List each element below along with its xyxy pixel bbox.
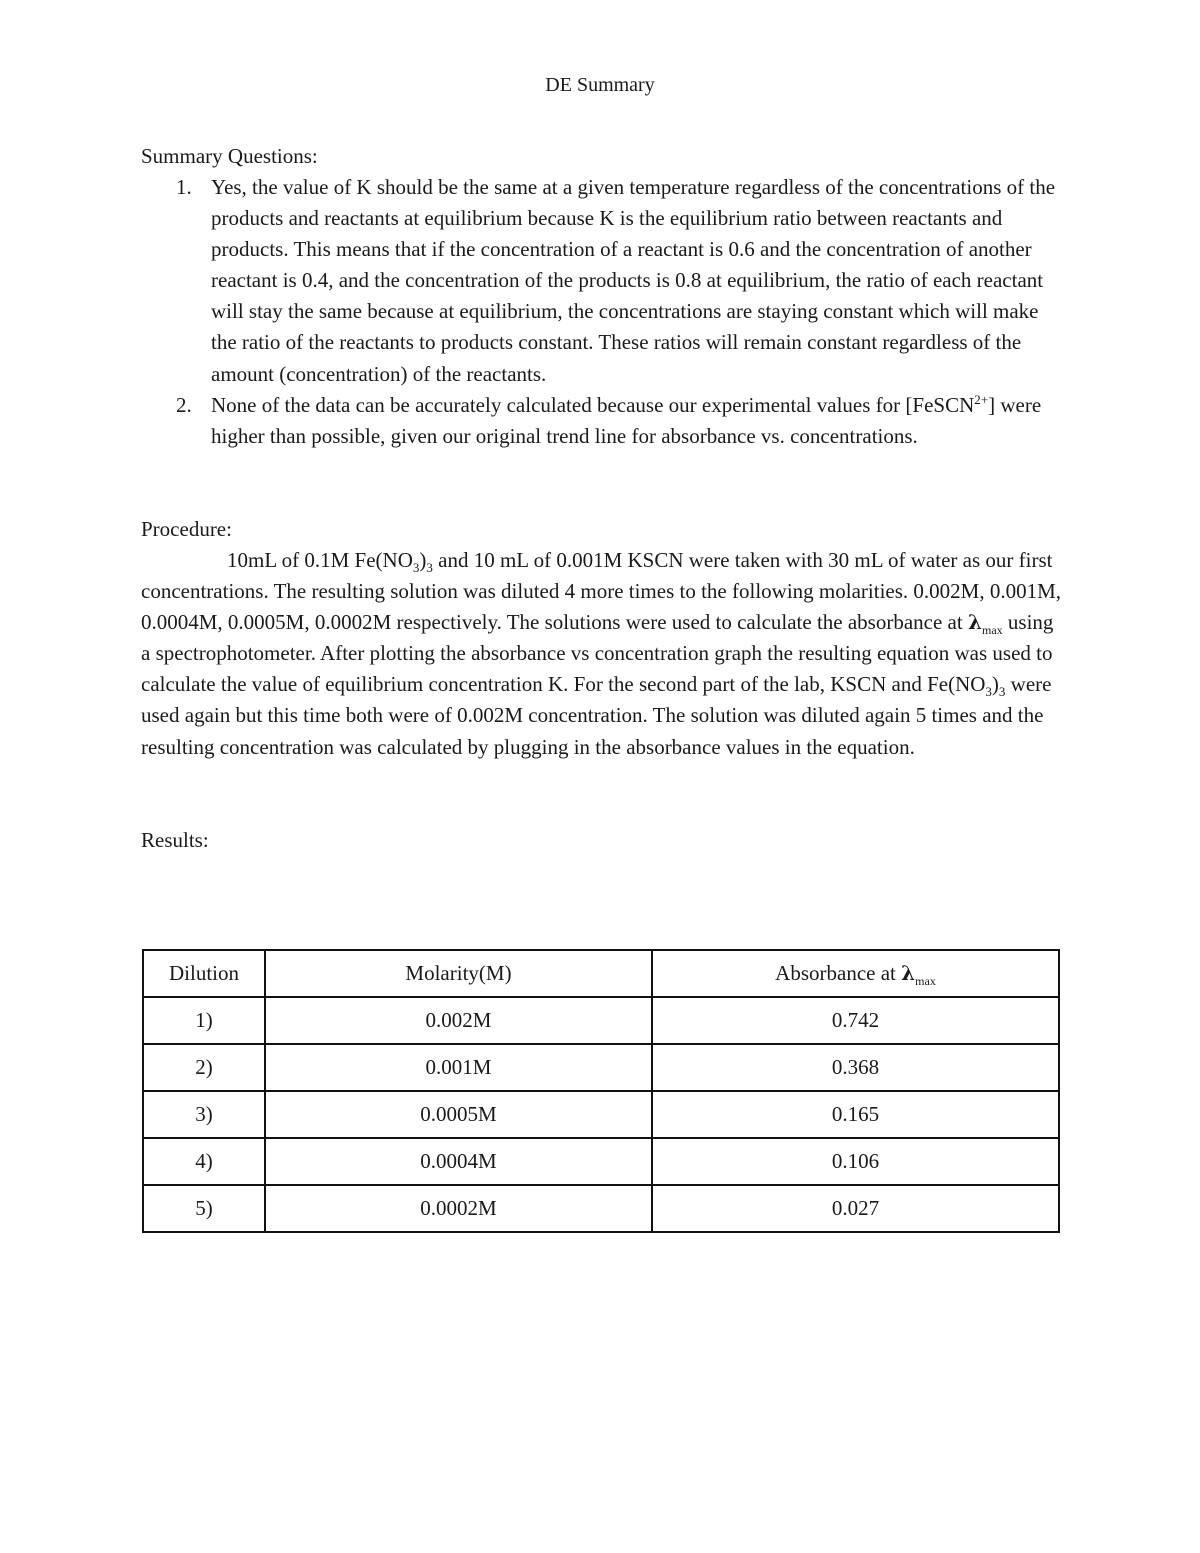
lambda-subscript: max — [982, 623, 1003, 638]
table-header-row — [143, 950, 1059, 997]
subscript: 3 — [426, 560, 433, 576]
header-molarity: Molarity(M) — [265, 950, 652, 997]
table-row — [143, 997, 1059, 1044]
cell-molarity: 0.0004M — [265, 1138, 652, 1185]
subscript: 3 — [412, 560, 420, 576]
cell-molarity: 0.0002M — [265, 1185, 652, 1232]
procedure-text-part: and 10 mL of 0.001M KSCN were taken with 30 mL of water as our first concentrations. The resulting solution was diluted 4 more times to the following molarities. 0.002M, 0.001M, 0.0004M, 0.0005M, 0.0002M respectively. The solutions were used to calculate the absorbance at — [141, 548, 1061, 635]
procedure-text-part: ) — [419, 548, 427, 572]
charge-superscript: 2+ — [974, 391, 989, 407]
procedure-text-part: ) — [991, 672, 999, 697]
subscript: 3 — [998, 684, 1006, 700]
cell-dilution: 5) — [143, 1185, 265, 1232]
results-table — [142, 949, 1060, 1233]
table-row — [143, 1138, 1059, 1185]
lambda-symbol: λ — [967, 610, 982, 635]
cell-absorbance: 0.106 — [652, 1138, 1059, 1185]
cell-dilution: 3) — [143, 1091, 265, 1138]
header-absorbance — [652, 950, 1059, 997]
cell-dilution: 2) — [143, 1044, 265, 1091]
header-dilution: Dilution — [143, 950, 265, 997]
cell-molarity: 0.0005M — [265, 1091, 652, 1138]
summary-heading: Summary Questions: — [141, 144, 318, 168]
table-row — [143, 1185, 1059, 1232]
question-number: 2. — [176, 392, 192, 417]
results-heading: Results: — [141, 828, 209, 852]
cell-absorbance: 0.368 — [652, 1044, 1059, 1091]
cell-molarity: 0.001M — [265, 1044, 652, 1091]
summary-question-1 — [141, 172, 1061, 390]
cell-absorbance: 0.027 — [652, 1185, 1059, 1232]
answer-text-part: None of the data can be accurately calculated because our experimental values for [FeSCN — [211, 392, 975, 417]
cell-absorbance: 0.742 — [652, 997, 1059, 1044]
cell-dilution: 4) — [143, 1138, 265, 1185]
subscript: 3 — [985, 684, 992, 700]
answer-text-part: ] were higher than possible, given our original trend line for absorbance vs. concentrations. — [211, 392, 1042, 448]
procedure-text-part: using a spectrophotometer. After plotting the absorbance vs concentration graph the resulting equation was used to calculate the value of equilibrium concentration K. For the second part of the lab, KSCN and Fe(NO — [141, 610, 1054, 697]
summary-questions-list — [141, 172, 1061, 452]
document-title: DE Summary — [545, 74, 655, 96]
cell-molarity: 0.002M — [265, 997, 652, 1044]
question-answer-text: Yes, the value of K should be the same at a given temperature regardless of the concentrations of the products and reactants at equilibrium because K is the equilibrium ratio between reactants and products. This means that if the concentration of a reactant is 0.6 and the concentration of another reactant is 0.4, and the concentration of the products is 0.8 at equilibrium, the ratio of each reactant will stay the same because at equilibrium, the concentrations are staying constant which will make the ratio of the reactants to products constant. These ratios will remain constant regardless of the amount (concentration) of the reactants. — [211, 175, 1056, 386]
cell-absorbance: 0.165 — [652, 1091, 1059, 1138]
table-row — [143, 1091, 1059, 1138]
procedure-heading: Procedure: — [141, 517, 232, 541]
table-row — [143, 1044, 1059, 1091]
cell-dilution: 1) — [143, 997, 265, 1044]
procedure-text-part: were used again but this time both were of 0.002M concentration. The solution was diluted again 5 times and the resulting concentration was calculated by plugging in the absorbance values in the equation. — [141, 672, 1052, 759]
procedure-paragraph — [141, 545, 1061, 763]
header-absorbance-label: Absorbance at — [775, 961, 902, 985]
lambda-symbol: λ — [901, 961, 916, 985]
question-number: 1. — [176, 175, 192, 199]
summary-question-2 — [141, 390, 1061, 452]
lambda-subscript: max — [915, 974, 936, 989]
procedure-text-part: 10mL of 0.1M Fe(NO — [227, 548, 413, 572]
question-answer-text — [211, 393, 1041, 448]
